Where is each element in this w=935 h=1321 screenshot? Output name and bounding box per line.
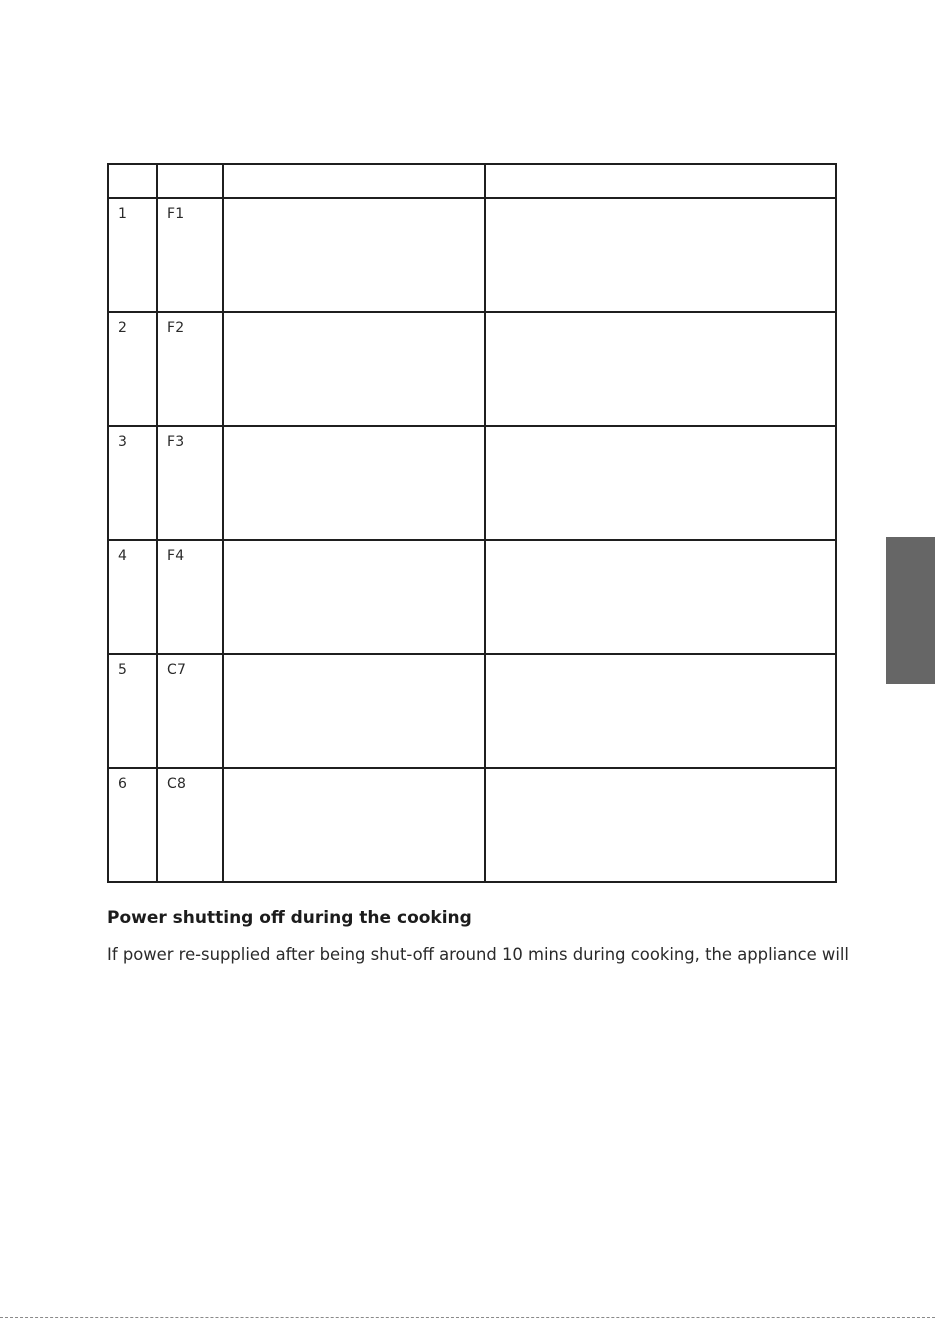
cell-code [157,198,223,312]
row-number: 3 [118,434,128,450]
table-row [108,312,836,426]
solution-text [486,541,835,548]
cell-problem [223,768,485,882]
cell-code [157,312,223,426]
cell-code [157,540,223,654]
row-number: 2 [118,320,128,336]
solution-text [486,199,835,206]
table-row [108,426,836,540]
row-number: 4 [118,548,128,564]
cell-problem [223,198,485,312]
error-code: C8 [167,776,187,792]
cell-solution [485,312,836,426]
cell-solution [485,654,836,768]
page-bottom-rule [0,1317,935,1318]
cell-problem [223,426,485,540]
table-header-row [108,164,836,198]
problem-text [224,541,484,548]
error-code: F4 [167,548,185,564]
problem-text [224,427,484,434]
table-row [108,654,836,768]
header-problem [223,164,485,198]
section-body-text: If power re-supplied after being shut-off around 10 mins during cooking, the appliance will [107,945,849,964]
cell-number [108,768,157,882]
cell-solution [485,198,836,312]
table-row [108,768,836,882]
cell-solution [485,768,836,882]
header-solution [485,164,836,198]
row-number: 1 [118,206,128,222]
cell-problem [223,312,485,426]
cell-solution [485,426,836,540]
cell-number [108,654,157,768]
cell-code [157,426,223,540]
error-code: F1 [167,206,185,222]
error-code: C7 [167,662,187,678]
header-number [108,164,157,198]
cell-code [157,768,223,882]
solution-text [486,427,835,434]
solution-text [486,655,835,662]
section-heading: Power shutting off during the cooking [107,908,472,928]
cell-problem [223,654,485,768]
header-code [157,164,223,198]
cell-code [157,654,223,768]
table-row [108,540,836,654]
problem-text [224,769,484,776]
row-number: 5 [118,662,128,678]
problem-text [224,313,484,320]
solution-text [486,313,835,320]
error-code-table [107,163,837,883]
row-number: 6 [118,776,128,792]
cell-number [108,540,157,654]
chapter-side-tab [886,537,935,684]
cell-solution [485,540,836,654]
error-code: F2 [167,320,185,336]
problem-text [224,655,484,662]
cell-problem [223,540,485,654]
cell-number [108,426,157,540]
table-row [108,198,836,312]
cell-number [108,312,157,426]
error-code: F3 [167,434,185,450]
problem-text [224,199,484,206]
cell-number [108,198,157,312]
solution-text [486,769,835,776]
